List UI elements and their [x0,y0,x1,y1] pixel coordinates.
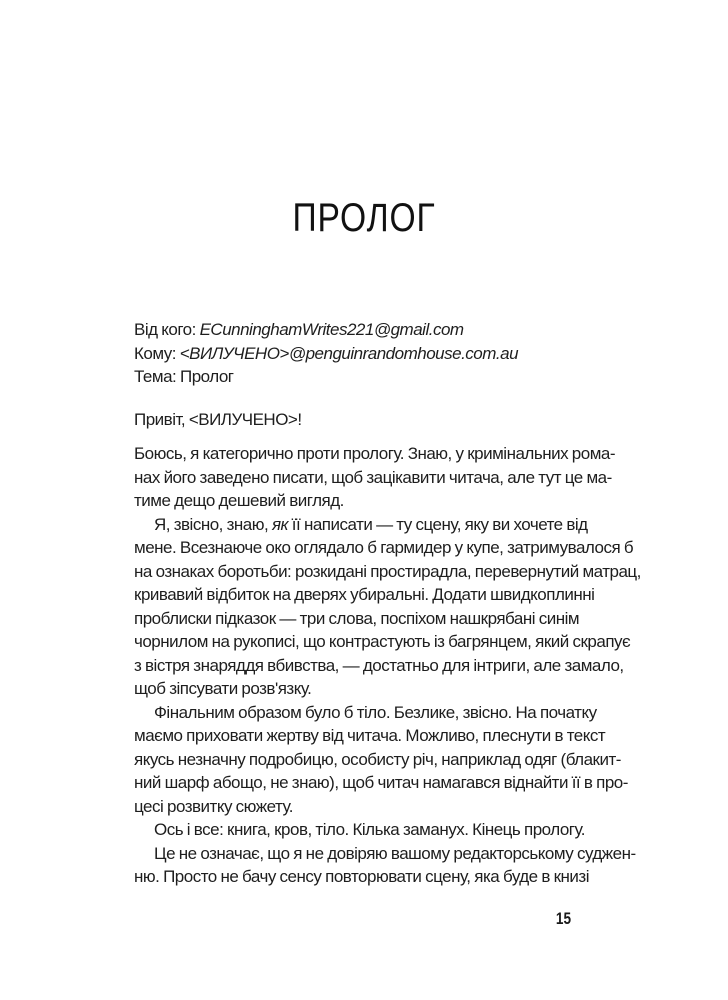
text-line: ню. Просто не бачу сенсу повторювати сцену, яка буде в книзі [134,867,589,886]
subject-value: Пролог [179,367,234,386]
text-line: ний шарф абощо, не знаю), щоб читач намагався віднайти її в про- [134,773,628,792]
text-line: нах його заведено писати, щоб зацікавити читача, але тут це ма- [134,467,612,487]
text-line: чорнилом на рукописі, що контрастують із багрянцем, який скрапує [134,632,631,651]
text-line: на ознаках боротьби: розкидані простирадла, перевернутий матрац, [134,561,641,581]
email-from [134,318,565,342]
greeting-line: Привіт, <ВИЛУЧЕНО>! [134,410,302,429]
text-fragment: Я, звісно, знаю, [154,514,272,534]
from-value: ECunninghamWrites221@gmail.com [199,320,464,339]
greeting [134,408,565,432]
from-label: Від кого: [134,320,200,339]
text-fragment: її написати — ту сцену, яку ви хочете від [288,514,588,534]
body-text [134,442,641,889]
text-line: з вістря знаряддя вбивства, — достатньо для інтриги, але замало, [134,655,624,675]
text-line: тиме дещо дешевий вигляд. [134,491,344,510]
to-value: <ВИЛУЧЕНО>@penguinrandomhouse.com.au [179,343,519,363]
chapter-title: ПРОЛОГ [292,196,436,240]
email-subject [134,365,565,389]
subject-label: Тема: [134,367,180,386]
text-line: проблиски підказок — три слова, поспіхом нашкрябані синім [134,608,580,628]
text-line: Фінальним образом було б тіло. Безлике, звісно. На початку [154,702,597,722]
text-line: якусь незначну подробицю, особисту річ, наприклад одяг (блакит- [134,749,621,769]
page-number: 15 [555,909,572,928]
text-line: кривавий відбиток на дверях убиральні. Додати швидкоплинні [134,585,595,604]
emphasis: як [271,514,289,534]
text-line: Боюсь, я категорично проти прологу. Знаю, у кримінальних рома- [134,444,616,463]
text-line: маємо приховати жертву від читача. Можливо, плеснути в текст [134,726,606,745]
email-to [134,342,565,366]
to-label: Кому: [134,343,180,363]
text-line: цесі розвитку сюжету. [134,796,293,816]
text-line [134,513,588,537]
text-line: мене. Всезнаюче око оглядало б гармидер у купе, затримувалося б [134,538,634,557]
text-line: щоб зіпсувати розв'язку. [134,679,312,698]
email-header [134,318,565,389]
text-line: Це не означає, що я не довіряю вашому редакторському суджен- [154,843,636,863]
text-line: Ось і все: книга, кров, тіло. Кілька заманух. Кінець прологу. [154,820,586,839]
